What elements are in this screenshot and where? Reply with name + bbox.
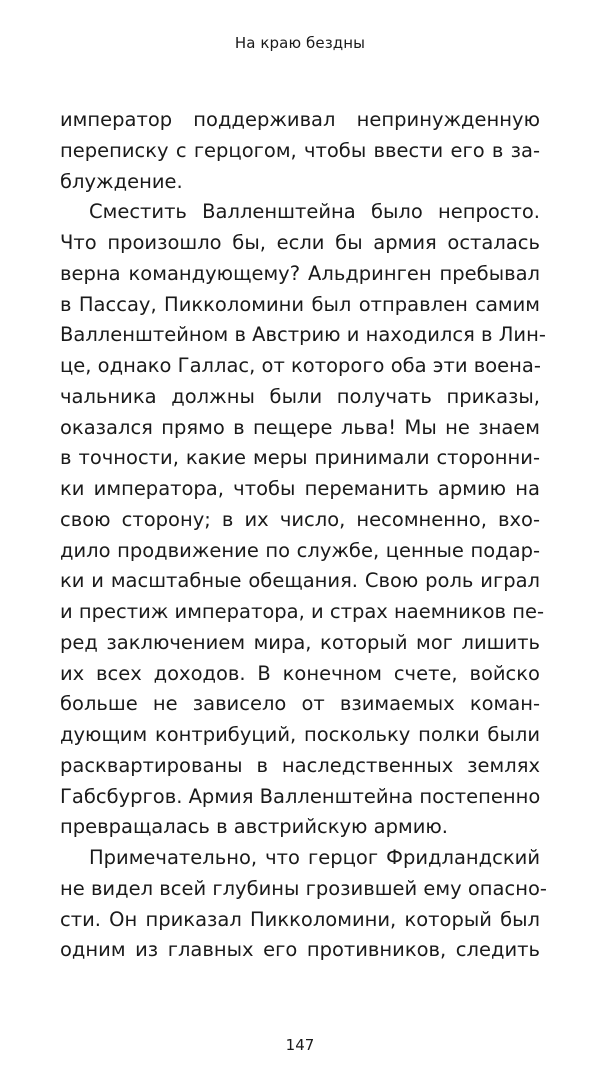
text-line: не видел всей глубины грозившей ему опасно- xyxy=(60,876,547,900)
text-line: Сместить Валленштейна было непросто. xyxy=(89,200,540,224)
text-line: Валленштейном в Австрию и находился в Лин- xyxy=(60,323,546,347)
text-line: дующим контрибуций, поскольку полки были xyxy=(60,723,540,746)
text-line: расквартированы в наследственных землях xyxy=(60,753,540,777)
text-line: больше не зависело от взимаемых коман- xyxy=(60,692,540,716)
text-line: Примечательно, что герцог Фридландский xyxy=(89,846,540,869)
text-line: чальника должны были получать приказы, xyxy=(60,384,540,408)
text-line: сти. Он приказал Пикколомини, который был xyxy=(60,907,540,931)
text-line: император поддерживал непринужденную xyxy=(60,108,540,131)
text-line: одним из главных его противников, следить xyxy=(60,938,540,962)
text-line: оказался прямо в пещере льва! Мы не знаем xyxy=(60,415,540,439)
text-line: свою сторону; в их число, несомненно, вхо- xyxy=(60,507,540,531)
page-number: 147 xyxy=(285,1036,315,1054)
text-line: це, однако Галлас, от которого оба эти воена- xyxy=(60,354,541,377)
text-line: в Пассау, Пикколомини был отправлен самим xyxy=(60,292,540,316)
text-line: их всех доходов. В конечном счете, войско xyxy=(60,661,540,685)
text-line: ред заключением мира, который мог лишить xyxy=(60,630,540,654)
text-line: дило продвижение по службе, ценные подар- xyxy=(60,538,540,562)
text-line: переписку с герцогом, чтобы ввести его в за- xyxy=(60,138,540,162)
running-title: На краю бездны xyxy=(234,34,366,52)
text-line: в точности, какие меры принимали сторонни- xyxy=(60,446,540,470)
text-line: блуждение. xyxy=(60,169,183,193)
text-line: ки и масштабные обещания. Свою роль играл xyxy=(60,569,540,593)
text-line: верна командующему? Альдринген пребывал xyxy=(60,261,540,285)
text-line: Габсбургов. Армия Валленштейна постепенно xyxy=(60,784,541,808)
text-line: превращалась в австрийскую армию. xyxy=(60,815,449,839)
body-text xyxy=(60,105,547,966)
text-line: и престиж императора, и страх наемников пе- xyxy=(60,600,545,623)
text-line: Что произошло бы, если бы армия осталась xyxy=(60,231,540,254)
text-line: ки императора, чтобы переманить армию на xyxy=(60,477,540,500)
